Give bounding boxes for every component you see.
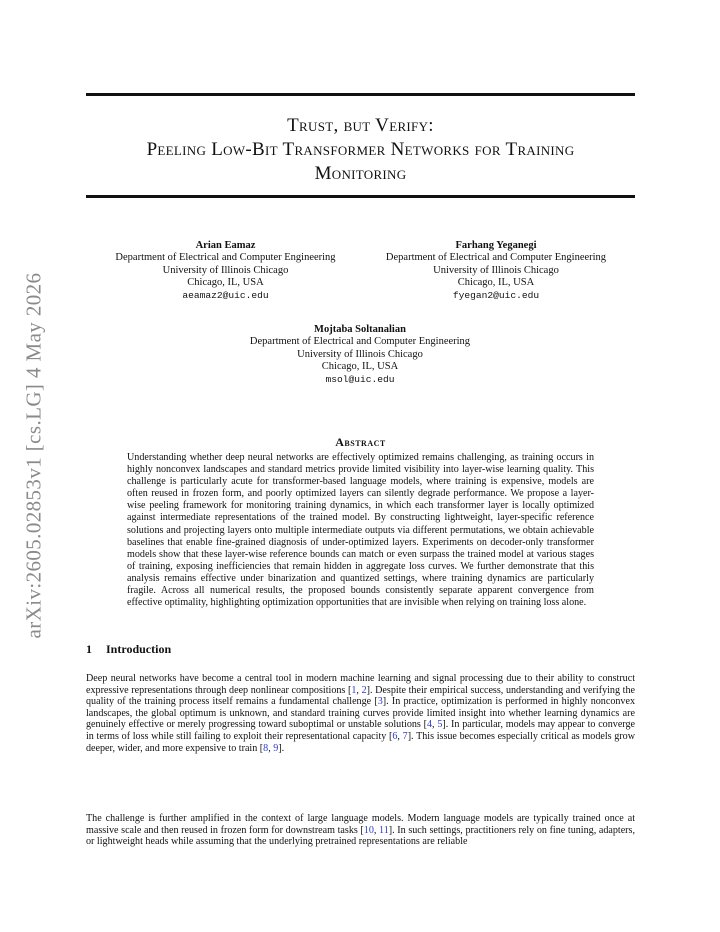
author-location: Chicago, IL, USA [187,277,264,289]
section-heading [86,642,171,657]
paper-title [86,114,635,186]
author-email[interactable]: fyegan2@uic.edu [452,289,540,301]
citation-link[interactable]: 6 [392,730,398,742]
title-line-1: Trust, but Verify: [287,115,434,136]
citation-link[interactable]: 9 [273,742,279,754]
author-university: University of Illinois Chicago [297,348,423,360]
section-title: Introduction [106,642,172,656]
author-name: Arian Eamaz [195,240,256,251]
abstract-heading: Abstract [335,435,386,449]
title-top-rule [86,93,635,96]
author-location: Chicago, IL, USA [321,361,399,373]
author-email[interactable]: aeamaz2@uic.edu [182,289,269,301]
author-name: Farhang Yeganegi [455,240,537,251]
author-university: University of Illinois Chicago [162,264,289,276]
section-number: 1 [86,642,92,656]
citation-link[interactable]: 7 [402,730,408,742]
title-bottom-rule [86,195,635,198]
citation-link[interactable]: 4 [426,719,433,731]
author-block-3 [220,324,500,386]
author-department: Department of Electrical and Computer Engineering [249,336,471,348]
title-line-3: Monitoring [314,163,407,184]
author-university: University of Illinois Chicago [433,264,559,276]
citation-link[interactable]: 2 [361,684,367,696]
author-name: Mojtaba Soltanalian [314,324,406,335]
citation-link[interactable]: 1 [351,684,357,696]
title-line-2: Peeling Low-Bit Transformer Networks for Training [146,139,575,160]
citation-link[interactable]: 3 [377,696,383,708]
intro-paragraph-2: The challenge is further amplified in the context of large language models. Modern language models are typically trained once at massive scale and then reused in frozen form for downstream tasks [10, 11]. In such settings, practitioners rely on fine tuning, adapters, or lightweight heads while assuming that the underlying pretrained representations are reliable [86,813,635,848]
author-block-2 [370,240,622,302]
arxiv-id: arXiv:2605.02853v1 [cs.LG] 4 May 2026 [21,272,46,638]
citation-link[interactable]: 8 [263,742,269,754]
author-email[interactable]: msol@uic.edu [325,373,395,385]
author-location: Chicago, IL, USA [457,277,535,289]
abstract-text: Understanding whether deep neural networks are effectively optimized remains challenging, as training occurs in highly nonconvex landscapes and standard metrics provide limited visibility into layer-wise learning quality. This challenge is particularly acute for transformer-based language models, where training is expensive, models are often reused in frozen form, and poorly optimized layers can silently degrade performance. We propose a layer-wise peeling framework for monitoring training dynamics, in which each transformer layer is locally optimized against intermediate representations of the trained model. By constructing lightweight, layer-specific reference solutions and projecting layers onto multiple intermediate outputs via different permutations, we obtain achievable baselines that enable fine-grained diagnosis of under-optimized layers. Experiments on decoder-only transformer models show that these layer-wise reference bounds can match or even surpass the trained model at various stages of training, exposing inefficiencies that remain hidden in aggregate loss curves. We further demonstrate that this analysis remains effective under binarization and quantized settings, where training dynamics are particularly fragile. Across all numerical results, the proposed bounds consistently separate apparent convergence from effective optimality, highlighting optimization opportunities that are invisible when relying on training loss alone. [127,452,594,609]
citation-link[interactable]: 5 [437,719,443,731]
arxiv-side-stamp [4,260,64,650]
citation-link[interactable]: 10 [363,824,374,836]
author-block-1 [98,240,353,302]
intro-paragraph-1: Deep neural networks have become a central tool in modern machine learning and signal processing due to their ability to construct expressive representations through deep nonlinear compositions [1, 2]. Despite their empirical success, understanding and verifying the quality of the training process itself remains a fundamental challenge [3]. In practice, optimization is performed in highly nonconvex landscapes, the global optimum is unknown, and standard training curves provide limited insight into whether learning dynamics are genuinely effective or merely progressing toward suboptimal or unstable solutions [4, 5]. In particular, models may appear to converge in terms of loss while still failing to exploit their representational capacity [6, 7]. This issue becomes especially critical as models grow deeper, wider, and more expensive to train [8, 9]. [86,673,636,754]
citation-link[interactable]: 11 [379,824,389,836]
author-department: Department of Electrical and Computer Engineering [115,252,336,264]
author-department: Department of Electrical and Computer Engineering [385,252,607,264]
